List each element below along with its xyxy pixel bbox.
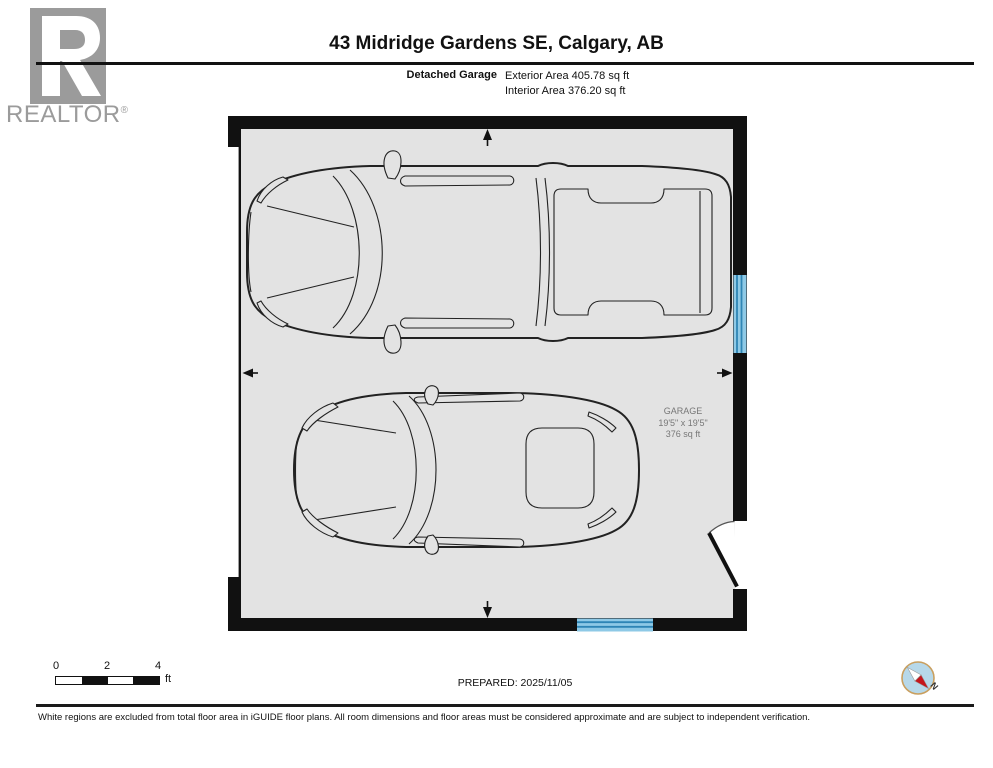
sports-car	[294, 386, 639, 555]
disclaimer-text: White regions are excluded from total floor area in iGUIDE floor plans. All room dimensions and floor areas must be considered approximate and are subject to independent verification.	[38, 712, 811, 723]
registered-mark: ®	[120, 105, 129, 116]
floor-name: Detached Garage	[406, 69, 497, 81]
wall-bottom	[228, 618, 747, 631]
scale-bar	[55, 676, 160, 685]
window-right	[734, 275, 747, 353]
footer-divider	[36, 704, 974, 707]
page-title: 43 Midridge Gardens SE, Calgary, AB	[329, 33, 664, 54]
garage-door-line	[239, 147, 241, 577]
compass-icon	[897, 657, 939, 699]
compass-north-label: N	[928, 680, 941, 692]
interior-area: Interior Area 376.20 sq ft	[505, 85, 626, 97]
wall-right-lower	[733, 589, 747, 631]
room-name: GARAGE	[663, 406, 703, 416]
scale-tick-4: 4	[154, 660, 162, 672]
scale-tick-2: 2	[103, 660, 111, 672]
window-bottom	[577, 619, 653, 632]
pickup-truck	[247, 151, 731, 353]
wall-left-bottom-post	[228, 577, 241, 631]
realtor-logo-label: REALTOR®	[6, 101, 129, 128]
title-divider	[36, 62, 974, 65]
scale-unit: ft	[165, 673, 172, 685]
wall-left-top-post	[228, 116, 241, 147]
room-label	[637, 406, 729, 441]
prepared-date: PREPARED: 2025/11/05	[457, 677, 573, 689]
room-dimensions: 19'5" x 19'5"	[658, 417, 708, 428]
wall-top	[228, 116, 747, 129]
exterior-area: Exterior Area 405.78 sq ft	[505, 70, 630, 82]
room-area: 376 sq ft	[665, 429, 701, 439]
scale-tick-0: 0	[52, 660, 60, 672]
